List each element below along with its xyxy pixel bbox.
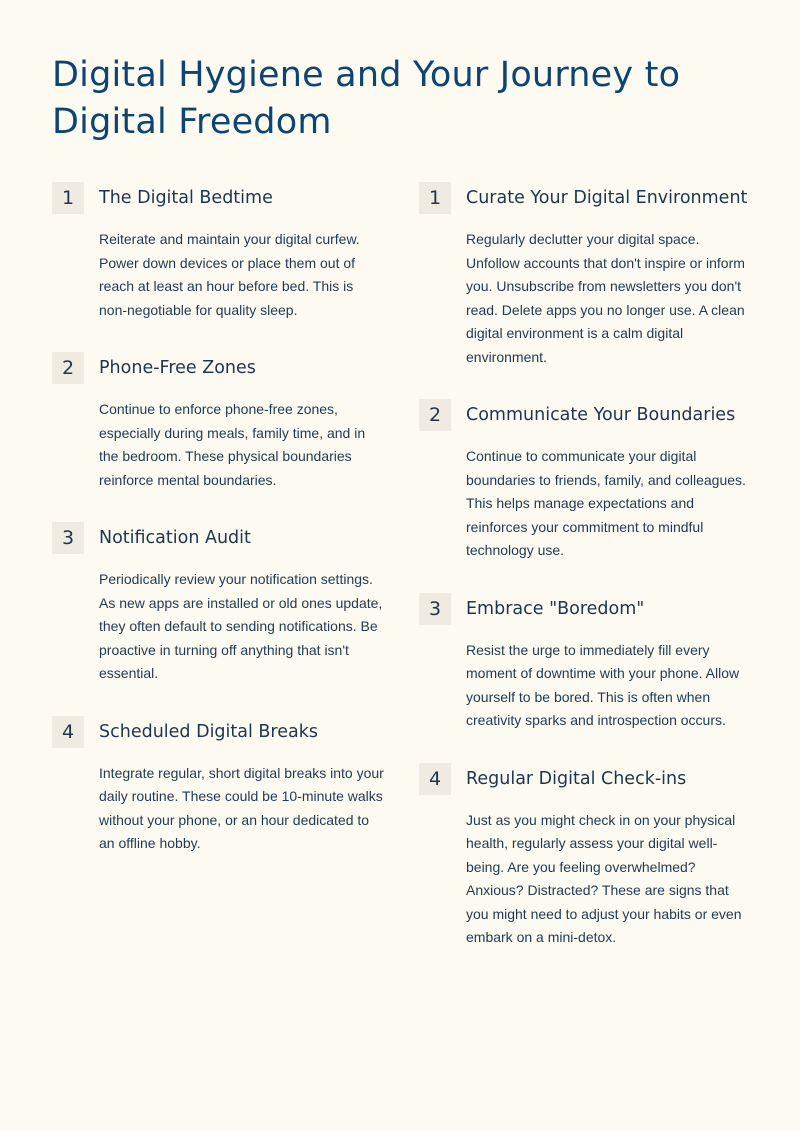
left-column: [52, 182, 385, 980]
content-columns: [52, 182, 752, 980]
item-body: Periodically review your notification settings. As new apps are installed or old ones update, they often default to sending notifications. Be proactive in turning off anything that isn't essential.: [99, 571, 383, 681]
item-body: Reiterate and maintain your digital curfew. Power down devices or place them out of reach at least an hour before bed. This is non-negotiable for quality sleep.: [99, 231, 360, 318]
right-column: [419, 182, 752, 980]
item-body: Integrate regular, short digital breaks into your daily routine. These could be 10-minute walks without your phone, or an hour dedicated to an offline hobby.: [99, 764, 384, 851]
list-item: [419, 593, 752, 733]
item-body: Just as you might check in on your physical health, regularly assess your digital well-being. Are you feeling overwhelmed? Anxious? Distracted? These are signs that you might need to adjust your habits or even embark on a mini-detox.: [466, 811, 742, 945]
item-body: Regularly declutter your digital space. Unfollow accounts that don't inspire or inform you. Unsubscribe from newsletters you don't read. Delete apps you no longer use. A clean digital environment is a calm digital environment.: [466, 231, 745, 365]
item-title: Curate Your Digital Environment: [466, 188, 748, 208]
item-title: Embrace "Boredom": [466, 598, 645, 619]
item-number-badge: 4: [52, 716, 84, 748]
item-number-badge: 1: [52, 182, 84, 214]
list-item: [52, 182, 385, 322]
list-item: [52, 716, 385, 856]
item-number-badge: 2: [52, 352, 84, 384]
item-title: The Digital Bedtime: [99, 188, 273, 208]
item-number-badge: 4: [419, 763, 451, 795]
item-header: [52, 522, 385, 554]
item-header: [52, 716, 385, 748]
item-title: Notification Audit: [99, 528, 251, 548]
item-title: Regular Digital Check-ins: [466, 768, 687, 789]
item-number-badge: 3: [419, 593, 451, 625]
item-title: Communicate Your Boundaries: [466, 405, 736, 425]
page-title: Digital Hygiene and Your Journey to Digital Freedom: [52, 55, 681, 142]
item-number-badge: 2: [419, 399, 451, 431]
item-number-badge: 1: [419, 182, 451, 214]
item-body: Resist the urge to immediately fill every moment of downtime with your phone. Allow yourself to be bored. This is often when creativity sparks and introspection occurs.: [466, 641, 740, 728]
list-item: [52, 352, 385, 492]
item-title: Scheduled Digital Breaks: [99, 721, 318, 742]
item-number-badge: 3: [52, 522, 84, 554]
item-header: [419, 182, 752, 214]
list-item: [419, 763, 752, 950]
item-title: Phone-Free Zones: [99, 358, 256, 378]
list-item: [419, 182, 752, 369]
item-header: [419, 763, 752, 795]
item-body: Continue to enforce phone-free zones, especially during meals, family time, and in the bedroom. These physical boundaries reinforce mental boundaries.: [99, 401, 366, 488]
item-header: [419, 399, 752, 431]
item-header: [52, 182, 385, 214]
item-header: [419, 593, 752, 625]
list-item: [419, 399, 752, 563]
item-header: [52, 352, 385, 384]
item-body: Continue to communicate your digital boundaries to friends, family, and colleagues. This helps manage expectations and reinforces your commitment to mindful technology use.: [466, 448, 746, 558]
list-item: [52, 522, 385, 686]
